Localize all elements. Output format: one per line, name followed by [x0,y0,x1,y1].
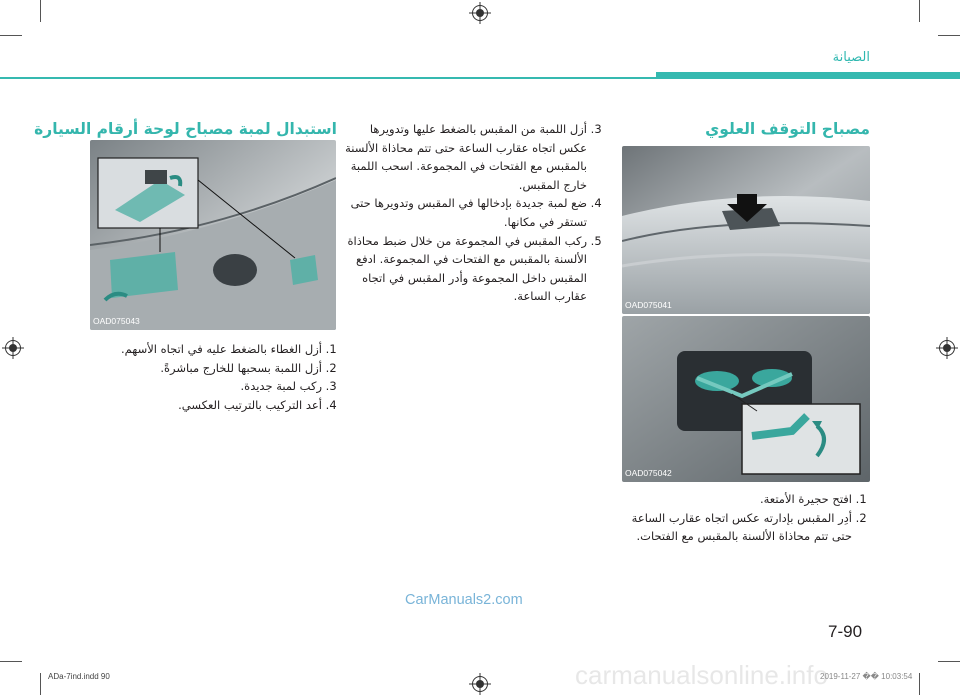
registration-mark-icon [472,5,488,21]
photo-rear-spoiler [622,146,870,314]
steps-list-right [620,490,870,546]
file-info: ADa-7ind.indd 90 [48,672,110,681]
crop-mark [40,0,41,22]
step-item: 2. أدِر المقبس بإدارته عكس اتجاه عقارب الساعة حتى تتم محاذاة الألسنة بالمقبس مع الفتحات. [620,509,852,546]
crop-mark [40,673,41,695]
step-item: 4. أعد التركيب بالترتيب العكسي. [90,396,322,415]
crop-mark [919,673,920,695]
photo-code: OAD075041 [625,300,672,310]
registration-mark-icon [939,340,955,356]
step-item: 5. ركب المقبس في المجموعة من خلال ضبط محاذاة الألسنة بالمقبس مع الفتحات في المجموعة. ادفع المقبس داخل المجموعة وأدر المقبس في اتجاه عقارب الساعة. [345,232,587,306]
crop-mark [938,661,960,662]
registration-mark-icon [5,340,21,356]
steps-list-left [90,340,340,414]
photo-code: OAD075043 [93,316,140,326]
site-watermark: carmanualsonline.info [575,660,828,690]
photo-high-mount-socket [622,316,870,482]
steps-list-middle [345,120,605,306]
header-rule-accent [656,72,960,79]
photo-code: OAD075042 [625,468,672,478]
step-item: 3. ركب لمبة جديدة. [90,377,322,396]
section-heading-high-mount-stop-lamp: مصباح التوقف العلوي [705,120,870,138]
crop-mark [0,661,22,662]
step-item: 1. افتح حجيرة الأمتعة. [620,490,852,509]
photo-license-plate-lamp [90,140,336,330]
watermark-text: CarManuals2.com [405,592,523,608]
step-item: 2. أزل اللمبة بسحبها للخارج مباشرةً. [90,359,322,378]
step-item: 4. ضع لمبة جديدة بإدخالها في المقبس وتدويرها حتى تستقر في مكانها. [345,194,587,231]
section-heading-license-plate-lamp: استبدال لمبة مصباح لوحة أرقام السيارة [34,120,337,138]
page-number: 7-90 [828,622,863,641]
registration-mark-icon [472,676,488,692]
step-item: 1. أزل الغطاء بالضغط عليه في اتجاه الأسهم. [90,340,322,359]
step-item: 3. أزل اللمبة من المقبس بالضغط عليها وتدويرها عكس اتجاه عقارب الساعة حتى تتم محاذاة الألسنة بالمقبس مع الفتحات في المجموعة. اسحب اللمبة خارج المقبس. [345,120,587,194]
crop-mark [919,0,920,22]
crop-mark [938,35,960,36]
date-info: 2019-11-27 �� 10:03:54 [820,672,913,681]
section-title: الصيانة [832,50,870,65]
crop-mark [0,35,22,36]
